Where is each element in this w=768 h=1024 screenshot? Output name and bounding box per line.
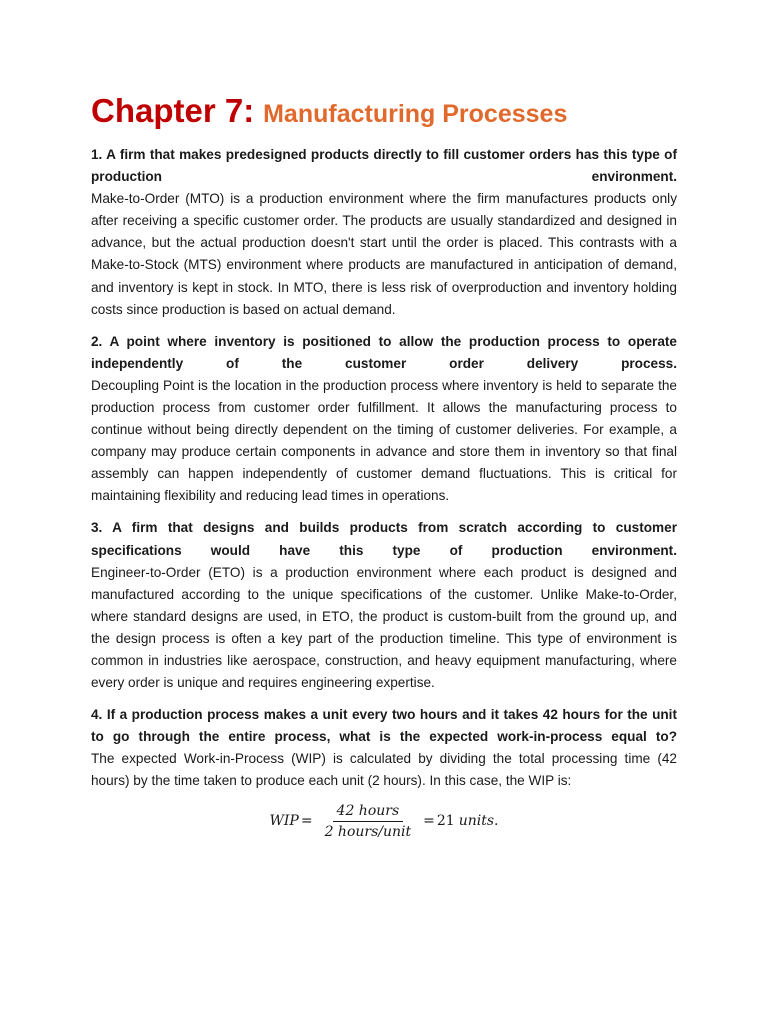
answer-1: Make-to-Order (MTO) is a production environment where the firm manufactures products only after receiving a specific customer order. The products are usually standardized and designed in advance, but the actual production doesn't start until the order is placed. This contrasts with a Make-to-Stock (MTS) environment where products are manufactured in anticipation of demand, and inventory is kept in stock. In MTO, there is less risk of overproduction and inventory holding costs since production is based on actual demand. — [91, 191, 677, 317]
question-block-1 — [91, 144, 677, 321]
formula-numerator: 42 hours — [333, 803, 404, 822]
formula-equals-1: = — [300, 813, 313, 830]
question-block-3 — [91, 517, 677, 694]
question-4: 4. If a production process makes a unit every two hours and it takes 42 hours for the unit to go through the entire process, what is the expected work-in-process equal to? — [91, 707, 677, 745]
question-block-2 — [91, 331, 677, 508]
answer-2: Decoupling Point is the location in the production process where inventory is held to separate the production process from customer order fulfillment. It allows the manufacturing process to continue without being directly dependent on the timing of customer deliveries. For example, a company may produce certain components in advance and store them in inventory so that final assembly can happen independently of customer demand fluctuations. This is critical for maintaining flexibility and reducing lead times in operations. — [91, 377, 677, 504]
chapter-number: Chapter 7: — [91, 92, 255, 129]
question-2: 2. A point where inventory is positioned to allow the production process to operate independently of the customer order delivery process. — [91, 333, 677, 371]
answer-4: The expected Work-in-Process (WIP) is calculated by dividing the total processing time (42 hours) by the time taken to produce each unit (2 hours). In this case, the WIP is: — [91, 751, 677, 789]
formula-denominator: 2 hours/unit — [324, 823, 412, 840]
formula-equals-2: = — [423, 813, 435, 830]
formula-terminator: . — [494, 813, 499, 830]
chapter-subject: Manufacturing Processes — [263, 100, 568, 128]
wip-formula — [91, 803, 677, 840]
formula-unit: units — [458, 813, 495, 830]
question-3: 3. A firm that designs and builds products from scratch according to customer specifications would have this type of production environment. — [91, 520, 677, 558]
formula-result: 21 — [436, 813, 455, 830]
answer-3: Engineer-to-Order (ETO) is a production environment where each product is designed and manufactured according to the unique specifications of the customer. Unlike Make-to-Order, where standard designs are used, in ETO, the product is custom-built from the ground up, and the design process is often a key part of the production timeline. This type of environment is common in industries like aerospace, construction, and heavy equipment manufacturing, where every order is unique and requires engineering expertise. — [91, 564, 677, 691]
page-title — [91, 92, 677, 130]
question-block-4 — [91, 704, 677, 792]
question-1: 1. A firm that makes predesigned products directly to fill customer orders has this type of production environment. — [91, 146, 677, 185]
formula-lhs: WIP — [269, 813, 299, 830]
formula-fraction — [321, 803, 416, 840]
